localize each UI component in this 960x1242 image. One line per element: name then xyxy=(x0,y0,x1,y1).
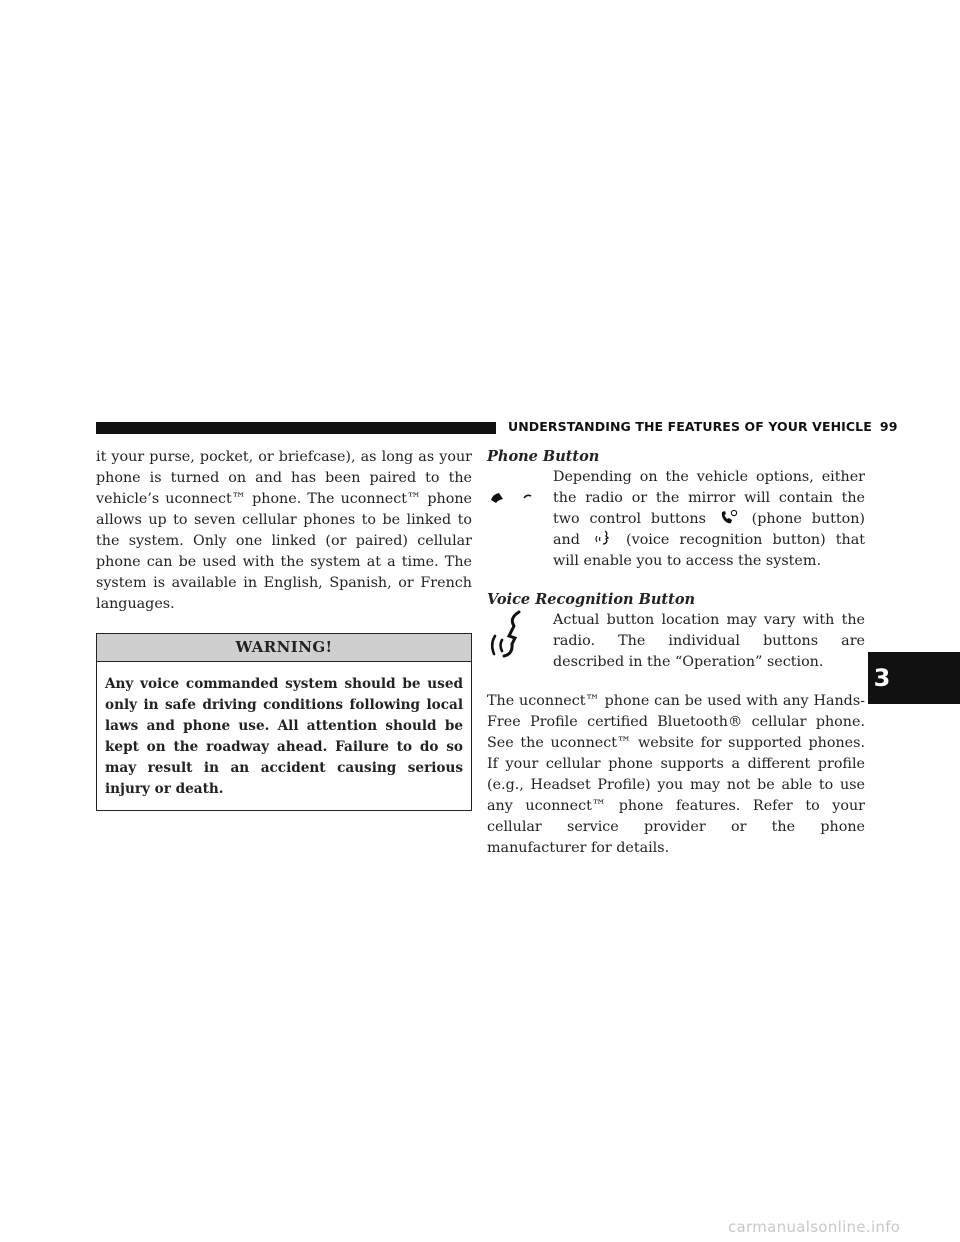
voice-button-title: Voice Recognition Button xyxy=(487,591,696,608)
header-bar xyxy=(96,422,496,434)
voice-button-text: Actual button location may vary with the radio. The individual buttons are described in the “Operation” section. xyxy=(553,612,865,670)
phone-icon xyxy=(487,469,542,519)
right-column xyxy=(487,447,865,859)
watermark: carmanualsonline.info xyxy=(728,1218,901,1236)
warning-title: WARNING! xyxy=(97,634,471,662)
voice-button-section xyxy=(487,590,865,673)
compatibility-paragraph: The uconnect™ phone can be used with any Hands-Free Profile certified Bluetooth® cellular phone. See the uconnect™ website for supported phones. If your cellular phone supports a different profile (e.g., Headset Profile) you may not be able to use any uconnect™ phone features. Refer to your cellular service provider or the phone manufacturer for details. xyxy=(487,693,865,856)
voice-button-inline-icon xyxy=(594,530,612,546)
running-header xyxy=(508,419,898,434)
page-number: 99 xyxy=(879,419,898,434)
section-number: 3 xyxy=(873,664,891,692)
warning-box xyxy=(96,633,472,811)
phone-button-inline-icon xyxy=(720,509,738,525)
warning-text: Any voice commanded system should be used only in safe driving conditions following local laws and phone use. All attention should be kept on the roadway ahead. Failure to do so may result in an accident causing serious injury or death. xyxy=(105,676,463,797)
phone-button-title: Phone Button xyxy=(487,448,600,465)
phone-button-text: Depending on the vehicle options, either the radio or the mirror will contain the two control buttons (phone button) and (voice recognition button) that will enable you to access the system. xyxy=(553,469,865,569)
left-column xyxy=(96,447,472,811)
header-title: UNDERSTANDING THE FEATURES OF YOUR VEHICLE xyxy=(508,419,872,434)
section-tab xyxy=(868,652,960,704)
phone-button-section xyxy=(487,447,865,572)
intro-paragraph: it your purse, pocket, or briefcase), as long as your phone is turned on and has been paired to the vehicle’s uconnect™ phone. The uconnect™ phone allows up to seven cellular phones to be linked to the system. Only one linked (or paired) cellular phone can be used with the system at a time. The system is available in English, Spanish, or French languages. xyxy=(96,449,472,612)
voice-recognition-icon xyxy=(487,610,542,660)
